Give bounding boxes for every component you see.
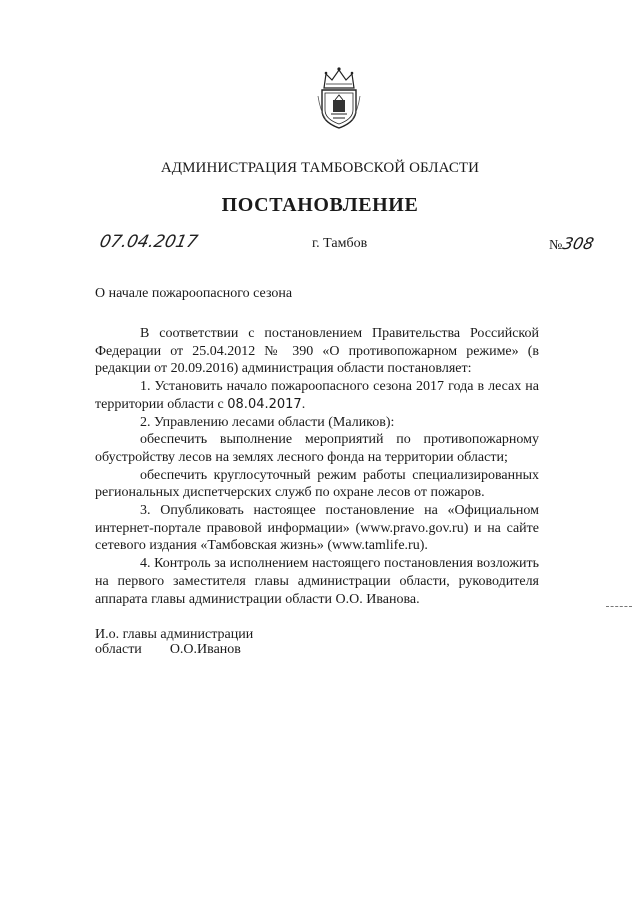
season-start-date: 08.04.2017: [227, 396, 302, 412]
paragraph-item-4: 4. Контроль за исполнением настоящего постановления возложить на первого заместителя главы администрации области, руководителя аппарата главы администрации области О.О. Иванова.: [95, 556, 539, 607]
signature-line-1: И.о. главы администрации: [95, 627, 254, 642]
signature-region: области: [95, 642, 142, 657]
number-prefix: №: [549, 238, 563, 253]
item-1-text: 1. Установить начало пожароопасного сезона 2017 года в лесах на территории области с: [95, 379, 539, 412]
item-1-end: .: [301, 396, 306, 412]
document-date: 07.04.2017: [97, 232, 200, 252]
paragraph-item-3: 3. Опубликовать настоящее постановление на «Официальном интернет-портале правовой информации» (www.pravo.gov.ru) и на сайте сетевого издания «Тамбовская жизнь» (www.tamlife.ru).: [95, 503, 539, 554]
signature-block: [95, 627, 253, 657]
paragraph-item-2a: обеспечить выполнение мероприятий по противопожарному обустройству лесов на землях лесного фонда на территории области;: [95, 432, 539, 465]
paragraph-item-2b: обеспечить круглосуточный режим работы специализированных региональных диспетчерских служб по охране лесов от пожаров.: [95, 467, 539, 501]
document-body: [95, 325, 539, 608]
paragraph-preamble: В соответствии с постановлением Правительства Российской Федерации от 25.04.2012 № 390 «О противопожарном режиме» (в редакции от 20.09.2016) администрация области постановляет:: [95, 326, 539, 377]
document-type-title: ПОСТАНОВЛЕНИЕ: [221, 194, 419, 216]
organization-title: АДМИНИСТРАЦИЯ ТАМБОВСКОЙ ОБЛАСТИ: [160, 160, 480, 176]
document-city: г. Тамбов: [312, 236, 368, 251]
margin-dash-mark: [606, 606, 632, 607]
number-value: 308: [561, 234, 596, 253]
document-number: [549, 234, 594, 254]
paragraph-item-2: 2. Управлению лесами области (Маликов):: [140, 414, 395, 430]
document-subject: О начале пожароопасного сезона: [95, 286, 293, 301]
paragraph-item-1: [95, 378, 539, 413]
coat-of-arms-icon: [316, 66, 362, 130]
signatory-name: О.О.Иванов: [169, 642, 241, 657]
signature-line-2: [95, 642, 253, 657]
